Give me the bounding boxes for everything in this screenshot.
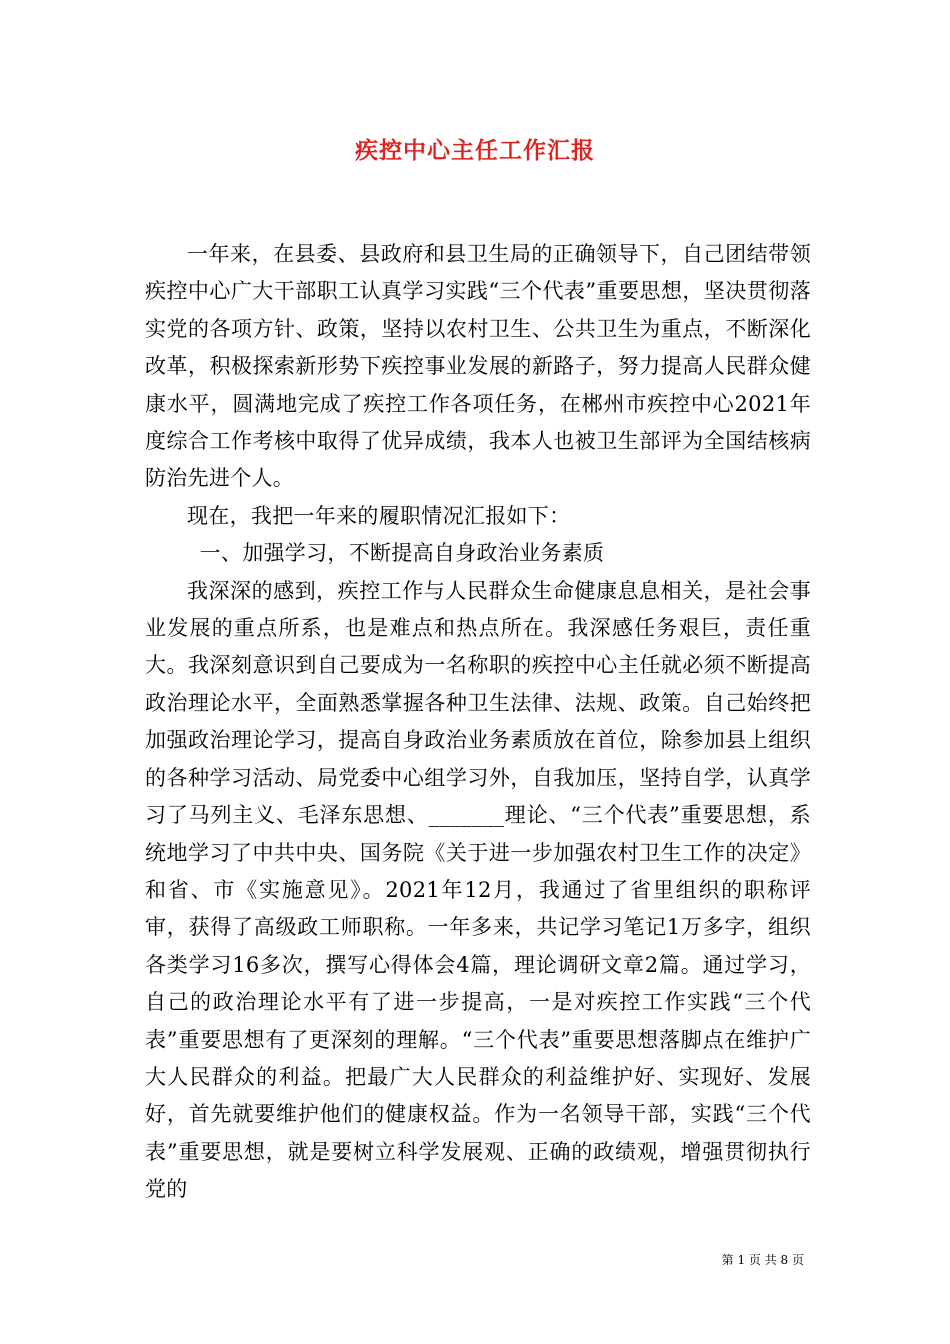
document-body bbox=[145, 236, 811, 1209]
document-title: 疾控中心主任工作汇报 bbox=[355, 137, 595, 164]
page-footer: 第 1 页 共 8 页 bbox=[721, 1253, 804, 1267]
paragraph-intro: 一年来，在县委、县政府和县卫生局的正确领导下，自己团结带领疾控中心广大干部职工认真学习实践“三个代表”重要思想，坚决贯彻落实党的各项方针、政策，坚持以农村卫生、公共卫生为重点，不断深化改革，积极探索新形势下疾控事业发展的新路子，努力提高人民群众健康水平，圆满地完成了疾控工作各项任务，在郴州市疾控中心2021年度综合工作考核中取得了优异成绩，我本人也被卫生部评为全国结核病防治先进个人。 bbox=[145, 242, 811, 491]
section-heading-1: 一、加强学习，不断提高自身政治业务素质 bbox=[199, 541, 605, 566]
paragraph-report-lead: 现在，我把一年来的履职情况汇报如下： bbox=[187, 503, 571, 528]
paragraph-section-1: 我深深的感到，疾控工作与人民群众生命健康息息相关，是社会事业发展的重点所系，也是难点和热点所在。我深感任务艰巨，责任重大。我深刻意识到自己要成为一名称职的疾控中心主任就必须不断提高政治理论水平，全面熟悉掌握各种卫生法律、法规、政策。自己始终把加强政治理论学习，提高自身政治业务素质放在首位，除参加县上组织的各种学习活动、局党委中心组学习外，自我加压，坚持自学，认真学习了马列主义、毛泽东思想、_______理论、“三个代表”重要思想，系统地学习了中共中央、国务院《关于进一步加强农村卫生工作的决定》和省、市《实施意见》。2021年12月，我通过了省里组织的职称评审，获得了高级政工师职称。一年多来，共记学习笔记1万多字，组织各类学习16多次，撰写心得体会4篇，理论调研文章2篇。通过学习，自己的政治理论水平有了进一步提高，一是对疾控工作实践“三个代表”重要思想有了更深刻的理解。“三个代表”重要思想落脚点在维护广大人民群众的利益。把最广大人民群众的利益维护好、实现好、发展好，首先就要维护他们的健康权益。作为一名领导干部，实践“三个代表”重要思想，就是要树立科学发展观、正确的政绩观，增强贯彻执行党的 bbox=[145, 578, 811, 1202]
